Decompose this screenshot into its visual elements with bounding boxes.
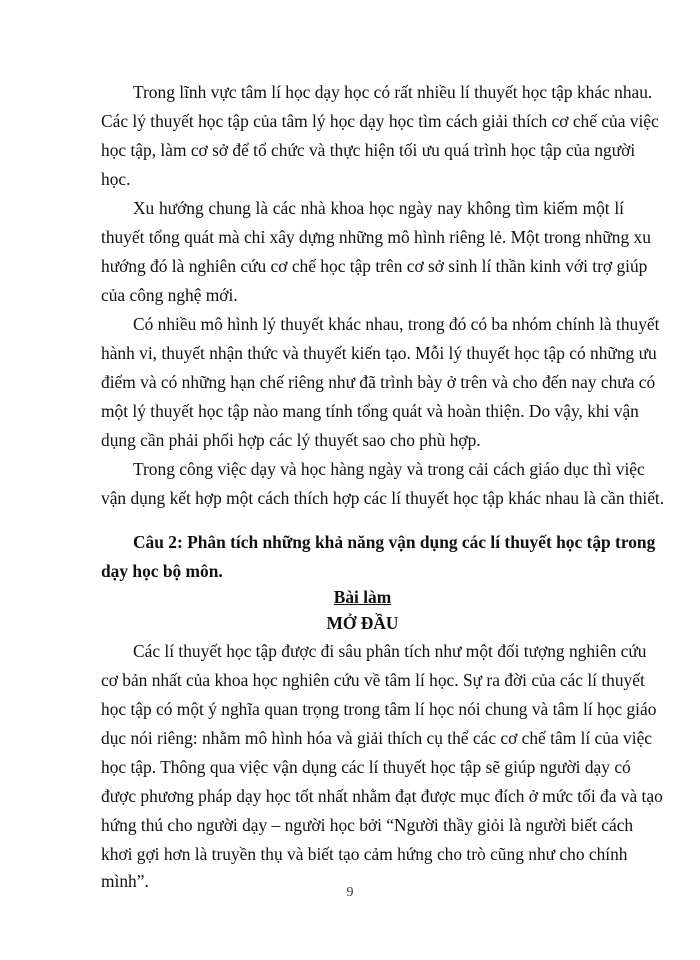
paragraph-1-line-4: học. <box>101 169 131 189</box>
question-heading-line-1: Câu 2: Phân tích những khả năng vận dụng các lí thuyết học tập trong <box>133 532 656 552</box>
paragraph-3-line-1: Có nhiều mô hình lý thuyết khác nhau, trong đó có ba nhóm chính là thuyết <box>133 314 660 334</box>
paragraph-1-line-3: học tập, làm cơ sở để tổ chức và thực hiện tối ưu quá trình học tập của người <box>101 140 636 160</box>
paragraph-2-line-4: của công nghệ mới. <box>101 285 238 305</box>
paragraph-1-line-1: Trong lĩnh vực tâm lí học dạy học có rất nhiều lí thuyết học tập khác nhau. <box>133 82 653 102</box>
paragraph-2-line-2: thuyết tổng quát mà chỉ xây dựng những mô hình riêng lẻ. Một trong những xu <box>101 227 651 247</box>
paragraph-3-line-3: điểm và có những hạn chế riêng như đã trình bày ở trên và cho đến nay chưa có <box>101 372 656 392</box>
intro-line-5: học tập. Thông qua việc vận dụng các lí thuyết học tập sẽ giúp người dạy có <box>101 757 631 777</box>
answer-heading: Bài làm <box>333 587 392 607</box>
question-heading-line-2: dạy học bộ môn. <box>101 561 223 581</box>
intro-line-8: khơi gợi hơn là truyền thụ và biết tạo cảm hứng cho trò cũng như cho chính <box>101 844 628 864</box>
answer-heading-row <box>101 583 624 612</box>
intro-line-1: Các lí thuyết học tập được đi sâu phân tích như một đối tượng nghiên cứu <box>133 641 647 661</box>
paragraph-1-line-2: Các lý thuyết học tập của tâm lý học dạy học tìm cách giải thích cơ chế của việc <box>101 111 659 131</box>
paragraph-3-line-5: dụng cần phải phối hợp các lý thuyết sao cho phù hợp. <box>101 430 481 450</box>
intro-line-4: dục nói riêng: nhằm mô hình hóa và giải thích cụ thể các cơ chế tâm lí của việc <box>101 728 653 748</box>
paragraph-2-line-1: Xu hướng chung là các nhà khoa học ngày nay không tìm kiếm một lí <box>133 198 624 218</box>
paragraph-3-line-2: hành vi, thuyết nhận thức và thuyết kiến tạo. Mỗi lý thuyết học tập có những ưu <box>101 343 657 363</box>
paragraph-2-line-3: hướng đó là nghiên cứu cơ chế học tập trên cơ sở sinh lí thần kinh với trợ giúp <box>101 256 648 276</box>
section-heading: MỞ ĐẦU <box>326 613 399 633</box>
page-number: 9 <box>346 885 354 900</box>
intro-line-7: hứng thú cho người dạy – người học bởi “Người thầy giỏi là người biết cách <box>101 815 634 835</box>
paragraph-4-line-2: vận dụng kết hợp một cách thích hợp các lí thuyết học tập khác nhau là cần thiết. <box>101 488 665 508</box>
paragraph-3-line-4: một lý thuyết học tập nào mang tính tổng quát và hoàn thiện. Do vậy, khi vận <box>101 401 639 421</box>
intro-line-9: mình”. <box>101 871 149 891</box>
intro-line-6: được phương pháp dạy học tốt nhất nhằm đạt được mục đích ở mức tối đa và tạo <box>101 786 663 806</box>
intro-line-3: học tập có một ý nghĩa quan trọng trong tâm lí học nói chung và tâm lí học giáo <box>101 699 657 719</box>
intro-line-2: cơ bản nhất của khoa học nghiên cứu về tâm lí học. Sự ra đời của các lí thuyết <box>101 670 645 690</box>
paragraph-4-line-1: Trong công việc dạy và học hàng ngày và trong cải cách giáo dục thì việc <box>133 459 645 479</box>
